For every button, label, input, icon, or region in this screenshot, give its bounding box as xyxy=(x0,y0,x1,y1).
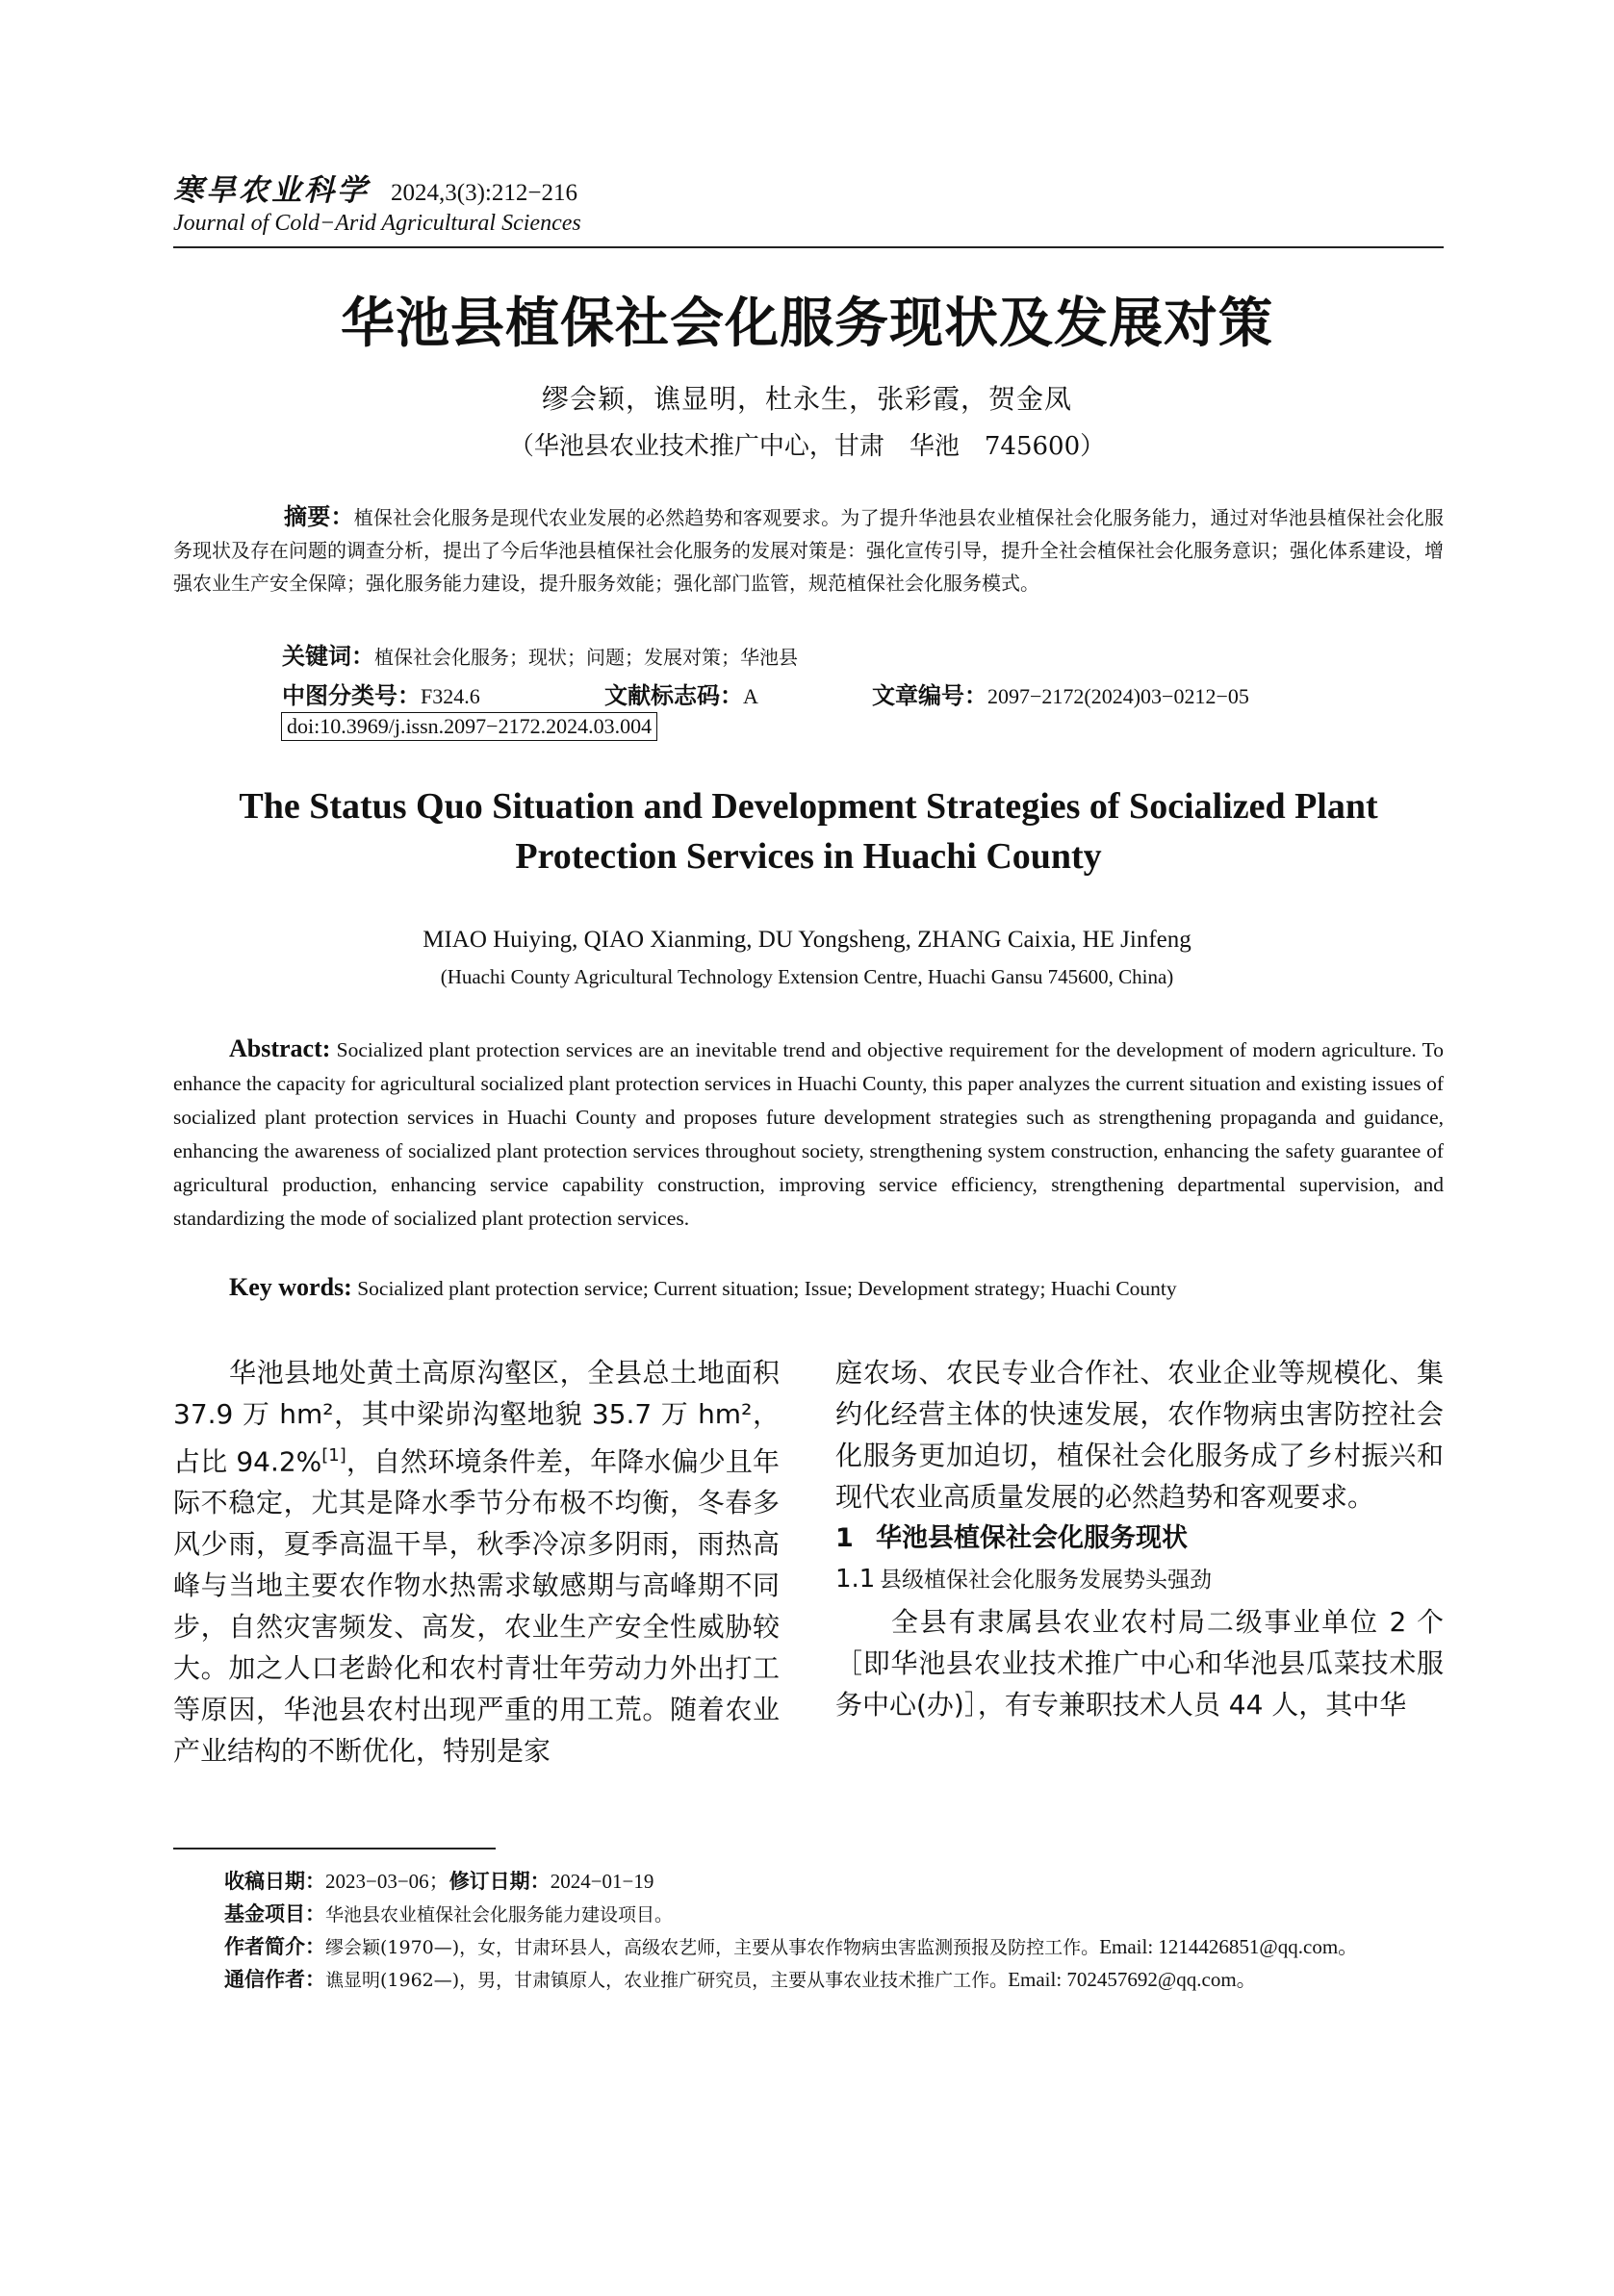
section-number: 1 xyxy=(835,1523,854,1553)
body-paragraph: 庭农场、农民专业合作社、农业企业等规模化、集约化经营主体的快速发展，农作物病虫害防控社会化服务更加迫切，植保社会化服务成了乡村振兴和现代农业高质量发展的必然趋势和客观要求。 xyxy=(835,1357,1444,1513)
doi-link[interactable]: doi:10.3969/j.issn.2097−2172.2024.03.004 xyxy=(281,712,657,741)
authors-cn: 缪会颖，谯显明，杜永生，张彩霞，贺金凤 xyxy=(541,383,1072,415)
clc-label: 中图分类号： xyxy=(282,682,421,709)
title-cn: 华池县植保社会化服务现状及发展对策 xyxy=(341,293,1273,355)
section-number: 1.1 xyxy=(835,1565,876,1594)
affiliation-cn: （华池县农业技术推广中心，甘肃 华池 745600） xyxy=(508,432,1106,461)
footnotes xyxy=(173,1867,1444,1998)
abstract-cn-label: 摘要： xyxy=(284,503,354,530)
footnote-fund xyxy=(173,1900,1444,1930)
revised-label: 修订日期： xyxy=(448,1870,551,1893)
received-value: 2023−03−06； xyxy=(325,1870,449,1893)
authors-en: MIAO Huiying, QIAO Xianming, DU Yongsheng, ZHANG Caixia, HE Jinfeng xyxy=(423,927,1191,953)
corresponding-email[interactable]: Email: 702457692@qq.com。 xyxy=(1008,1968,1257,1991)
keywords-en-label: Key words: xyxy=(229,1273,352,1301)
footnote-author xyxy=(173,1932,1444,1963)
body-text: 华池县地处黄土高原沟壑区，全县总土地面积 37.9 万 hm²，其中梁峁沟壑地貌 35.7 万 hm²，占比 94.2% xyxy=(173,1357,780,1478)
journal-name-en: Journal of Cold−Arid Agricultural Sciences xyxy=(173,211,581,236)
abstract-en-label: Abstract: xyxy=(229,1034,331,1062)
revised-value: 2024−01−19 xyxy=(550,1870,654,1893)
author-value: 缪会颖(1970—)，女，甘肃环县人，高级农艺师，主要从事农作物病虫害监测预报及防控工作。 xyxy=(325,1937,1100,1958)
article-no-value: 2097−2172(2024)03−0212−05 xyxy=(987,684,1249,708)
journal-header xyxy=(173,166,1444,237)
footnote-rule xyxy=(173,1848,496,1850)
title-en: The Status Quo Situation and Development Strategies of Socialized Plant Protection Services in Huachi County xyxy=(239,786,1378,877)
author-label: 作者简介： xyxy=(224,1935,325,1958)
abstract-en-text: Socialized plant protection services are an inevitable trend and objective requirement for the development of modern agriculture. To enhance the capacity for agricultural socialized plant protection services in Huachi County, this paper analyzes the current situation and existing issues of socialized plant protection services in Huachi County and proposes future development strategies such as strengthening propaganda and guidance, enhancing the awareness of socialized plant protection services throughout society, strengthening system construction, enhancing the safety guarantee of agricultural production, enhancing service capability construction, improving service efficiency, strengthening departmental supervision, and standardizing the mode of socialized plant protection services. xyxy=(173,1038,1445,1230)
doc-code-value: A xyxy=(743,684,758,708)
clc-value: F324.6 xyxy=(421,684,480,708)
body-paragraph: 全县有隶属县农业农村局二级事业单位 2 个［即华池县农业技术推广中心和华池县瓜菜技术服务中心(办)］，有专兼职技术人员 44 人，其中华 xyxy=(835,1606,1444,1721)
footnote-dates xyxy=(173,1867,1444,1898)
section-heading-1 xyxy=(835,1518,1444,1559)
section-title: 县级植保社会化服务发展势头强劲 xyxy=(880,1568,1212,1593)
body-text: ，自然环境条件差，年降水偏少且年际不稳定，尤其是降水季节分布极不均衡，冬春多风少雨，夏季高温干旱，秋季冷凉多阴雨，雨热高峰与当地主要农作物水热需求敏感期与高峰期不同步，自然灾害频发、高发，农业生产安全性威胁较大。加之人口老龄化和农村青壮年劳动力外出打工等原因，华池县农村出现严重的用工荒。随着农业产业结构的不断优化，特别是家 xyxy=(173,1445,780,1768)
doc-code-label: 文献标志码： xyxy=(604,682,743,709)
journal-citation: 2024,3(3):212−216 xyxy=(391,180,577,206)
keywords-cn-text: 植保社会化服务；现状；问题；发展对策；华池县 xyxy=(374,646,798,669)
author-email[interactable]: Email: 1214426851@qq.com。 xyxy=(1099,1935,1359,1958)
corresponding-label: 通信作者： xyxy=(224,1968,325,1991)
abstract-cn xyxy=(173,500,1444,600)
keywords-cn-label: 关键词： xyxy=(282,643,374,670)
section-heading-1-1 xyxy=(835,1559,1444,1601)
footnote-corresponding xyxy=(173,1965,1444,1996)
section-title: 华池县植保社会化服务现状 xyxy=(876,1523,1188,1553)
received-label: 收稿日期： xyxy=(224,1870,325,1893)
fund-label: 基金项目： xyxy=(224,1902,325,1926)
body-column-right xyxy=(835,1352,1444,1725)
body-column-left xyxy=(173,1352,780,1772)
journal-name-cn: 寒旱农业科学 xyxy=(173,173,370,208)
article-no-label: 文章编号： xyxy=(872,682,987,709)
keywords-en-text: Socialized plant protection service; Current situation; Issue; Development strategy; Huachi County xyxy=(357,1277,1177,1300)
affiliation-en: (Huachi County Agricultural Technology Extension Centre, Huachi Gansu 745600, China) xyxy=(440,965,1174,988)
corresponding-value: 谯显明(1962—)，男，甘肃镇原人，农业推广研究员，主要从事农业技术推广工作。 xyxy=(325,1970,1009,1991)
citation-ref[interactable]: [1] xyxy=(321,1445,346,1466)
header-rule xyxy=(173,246,1444,248)
body-paragraph xyxy=(173,1352,780,1772)
abstract-cn-text: 植保社会化服务是现代农业发展的必然趋势和客观要求。为了提升华池县农业植保社会化服务能力，通过对华池县植保社会化服务现状及存在问题的调查分析，提出了今后华池县植保社会化服务的发展对策是：强化宣传引导，提升全社会植保社会化服务意识；强化体系建设，增强农业生产安全保障；强化服务能力建设，提升服务效能；强化部门监管，规范植保社会化服务模式。 xyxy=(173,506,1445,595)
fund-value: 华池县农业植保社会化服务能力建设项目。 xyxy=(325,1904,674,1926)
keywords-en xyxy=(229,1273,1442,1302)
abstract-en xyxy=(173,1032,1444,1236)
keywords-cn xyxy=(282,637,798,671)
